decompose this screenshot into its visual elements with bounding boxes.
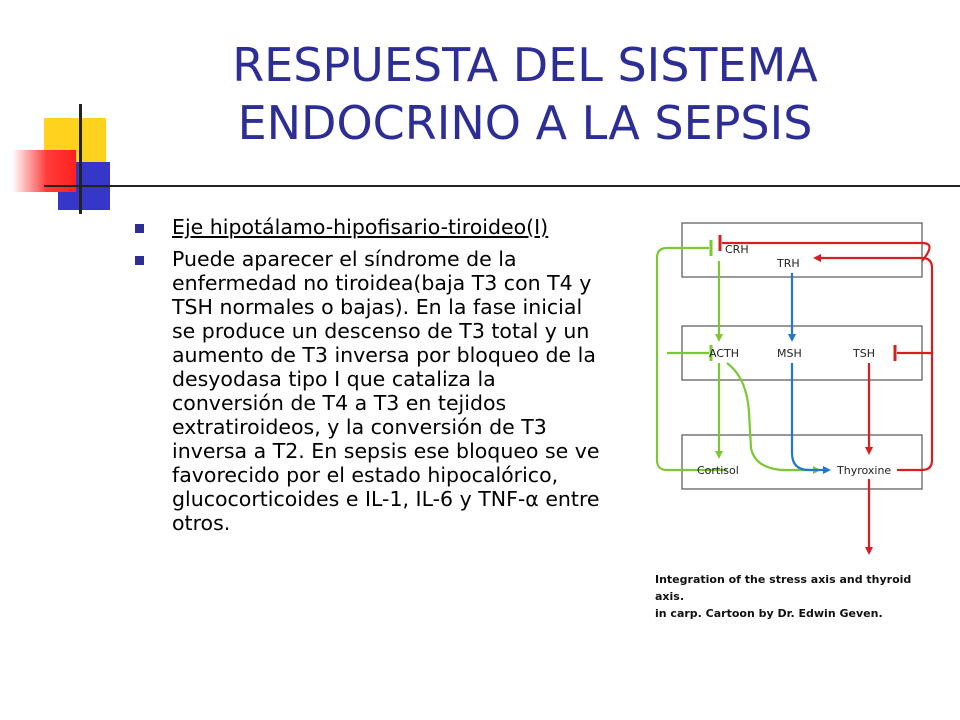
bullet-text: Eje hipotálamo-hipofisario-tiroideo(I) [172,215,549,239]
bullet-text: Puede aparecer el síndrome de la enfermedad no tiroidea(baja T3 con T4 y TSH normales o bajas). En la fase inicial se produce un descenso de T3 total y un aumento de T3 inversa por bloqueo de la desyodasa tipo I que cataliza la conversión de T4 a T3 en tejidos extratiroideos, y la conversión de T3 inversa a T2. En sepsis ese bloqueo se ve favorecido por el estado hipocalórico, glucocorticoides e IL-1, IL-6 y TNF-α entre otros. [172,247,600,535]
acth-label: ACTH [709,347,740,360]
bullet-item [135,215,605,239]
bullet-square-icon [135,256,144,265]
bullet-item [135,247,605,535]
cortisol-label: Cortisol [697,464,739,477]
diagram-caption [655,571,940,622]
decor-vertical-line [79,104,82,214]
trh-label: TRH [777,257,800,270]
tsh-label: TSH [853,347,875,360]
slide-title-line-2: ENDOCRINO A LA SEPSIS [237,96,813,150]
stress-thyroid-axis-diagram [647,213,937,620]
bullet-square-icon [135,224,144,233]
crh-label: CRH [725,243,749,256]
bullet-list [135,215,605,543]
slide-title-line-1: RESPUESTA DEL SISTEMA [232,38,818,92]
slide-title [110,36,940,152]
thyroxine-label: Thyroxine [837,464,892,477]
title-divider-line [44,185,960,187]
caption-line-2: in carp. Cartoon by Dr. Edwin Geven. [655,607,883,620]
caption-line-1: Integration of the stress axis and thyroid axis. [655,573,912,603]
msh-label: MSH [777,347,802,360]
diagram-svg [647,213,937,568]
